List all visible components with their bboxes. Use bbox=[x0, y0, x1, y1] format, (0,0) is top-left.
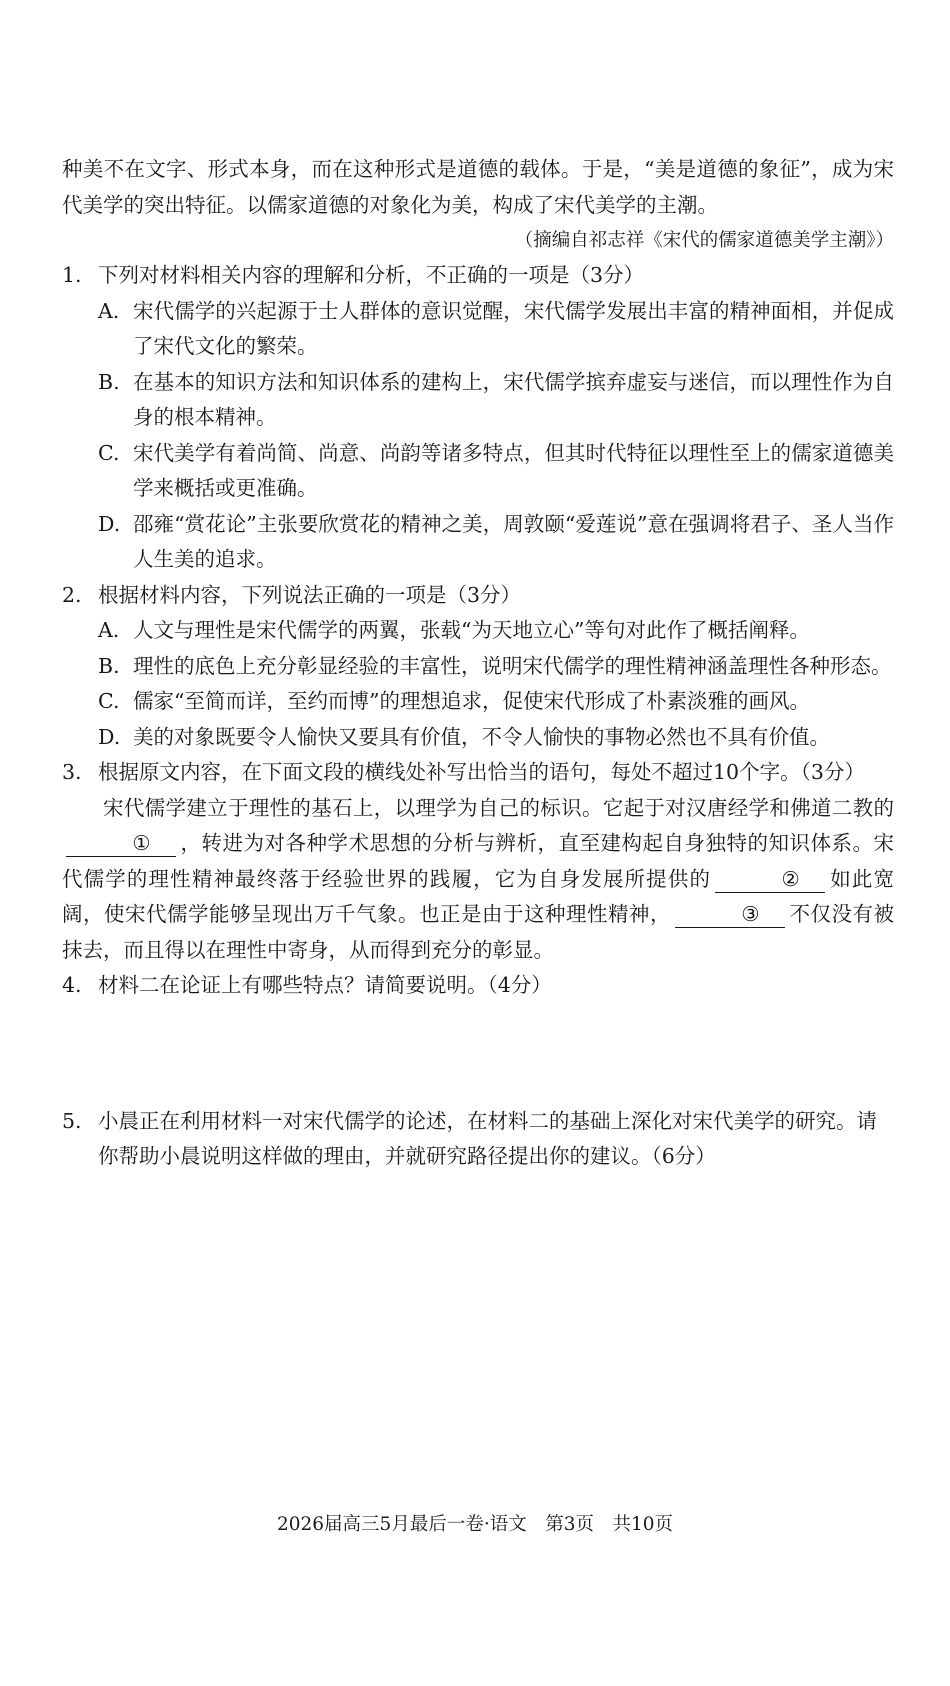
option-1c bbox=[98, 436, 894, 507]
option-text: 美的对象既要令人愉快又要具有价值，不令人愉快的事物必然也不具有价值。 bbox=[133, 724, 830, 749]
answer-blank-3[interactable]: ③ bbox=[675, 901, 785, 928]
question-number: 2. bbox=[62, 582, 82, 607]
option-label: D. bbox=[98, 724, 121, 749]
answer-blank-2[interactable]: ② bbox=[715, 866, 825, 893]
fill-text-1: 宋代儒学建立于理性的基石上，以理学为自己的标识。它起于对汉唐经学和佛道二教的 bbox=[103, 795, 894, 820]
question-stem: 小晨正在利用材料一对宋代儒学的论述，在材料二的基础上深化对宋代美学的研究。请你帮助小晨说明这样做的理由，并就研究路径提出你的建议。（6分） bbox=[98, 1108, 877, 1168]
option-2b bbox=[98, 649, 894, 685]
passage-end: 种美不在文字、形式本身，而在这种形式是道德的载体。于是，“美是道德的象征”，成为宋代美学的突出特征。以儒家道德的对象化为美，构成了宋代美学的主潮。 bbox=[62, 157, 894, 217]
option-label: C. bbox=[98, 440, 120, 465]
fill-text-4: 不仅没有被抹去，而且得以在理性中寄身，从而得到充分的彰显。 bbox=[62, 902, 894, 962]
option-text: 宋代美学有着尚简、尚意、尚韵等诸多特点，但其时代特征以理性至上的儒家道德美学来概括或更准确。 bbox=[133, 440, 894, 500]
option-2d bbox=[98, 720, 894, 756]
option-label: C. bbox=[98, 689, 120, 713]
page-footer: 2026届高三5月最后一卷·语文 第3页 共10页 bbox=[276, 1514, 674, 1535]
option-1a bbox=[98, 294, 894, 365]
question-2 bbox=[62, 578, 894, 614]
option-text: 在基本的知识方法和知识体系的建构上，宋代儒学摈弃虚妄与迷信，而以理性作为自身的根本精神。 bbox=[133, 369, 894, 429]
option-label: A. bbox=[98, 618, 120, 642]
option-label: D. bbox=[98, 511, 121, 536]
option-text: 宋代儒学的兴起源于士人群体的意识觉醒，宋代儒学发展出丰富的精神面相，并促成了宋代文化的繁荣。 bbox=[133, 298, 894, 358]
question-stem: 下列对材料相关内容的理解和分析，不正确的一项是（3分） bbox=[98, 263, 645, 287]
question-stem: 材料二在论证上有哪些特点？请简要说明。（4分） bbox=[98, 973, 552, 997]
question-number: 1. bbox=[62, 263, 82, 287]
option-label: B. bbox=[98, 653, 120, 678]
question-number: 4. bbox=[62, 973, 82, 997]
question-4 bbox=[62, 968, 894, 1004]
option-2a bbox=[98, 613, 894, 649]
question-5 bbox=[62, 1104, 894, 1175]
exam-page bbox=[62, 152, 894, 1175]
option-text: 理性的底色上充分彰显经验的丰富性，说明宋代儒学的理性精神涵盖理性各种形态。 bbox=[133, 653, 892, 678]
fill-text-3: 如此宽阔，使宋代儒学能够呈现出万千气象。也正是由于这种理性精神， bbox=[62, 866, 895, 926]
option-text: 邵雍“赏花论”主张要欣赏花的精神之美，周敦颐“爱莲说”意在强调将君子、圣人当作人生美的追求。 bbox=[133, 511, 894, 571]
question-1 bbox=[62, 258, 894, 294]
fill-in-passage bbox=[62, 791, 894, 969]
fill-text-2: ，转进为对各种学术思想的分析与辨析，直至建构起自身独特的知识体系。宋代儒学的理性精神最终落于经验世界的践履，它为自身发展所提供的 bbox=[62, 831, 894, 891]
option-1b bbox=[98, 365, 894, 436]
option-2c bbox=[98, 684, 894, 720]
option-1d bbox=[98, 507, 894, 578]
answer-space-4 bbox=[62, 1004, 894, 1104]
question-number: 5. bbox=[62, 1108, 82, 1133]
option-text: 儒家“至简而详，至约而博”的理想追求，促使宋代形成了朴素淡雅的画风。 bbox=[133, 689, 810, 713]
question-stem: 根据材料内容，下列说法正确的一项是（3分） bbox=[98, 582, 522, 607]
option-text: 人文与理性是宋代儒学的两翼，张载“为天地立心”等句对此作了概括阐释。 bbox=[133, 618, 810, 642]
answer-blank-1[interactable]: ① bbox=[66, 830, 176, 857]
option-label: B. bbox=[98, 369, 120, 394]
option-label: A. bbox=[98, 298, 120, 323]
question-number: 3. bbox=[62, 760, 82, 784]
question-stem: 根据原文内容，在下面文段的横线处补写出恰当的语句，每处不超过10个字。（3分） bbox=[98, 760, 865, 784]
source-citation: （摘编自祁志祥《宋代的儒家道德美学主潮》） bbox=[514, 230, 894, 251]
question-3 bbox=[62, 755, 894, 791]
